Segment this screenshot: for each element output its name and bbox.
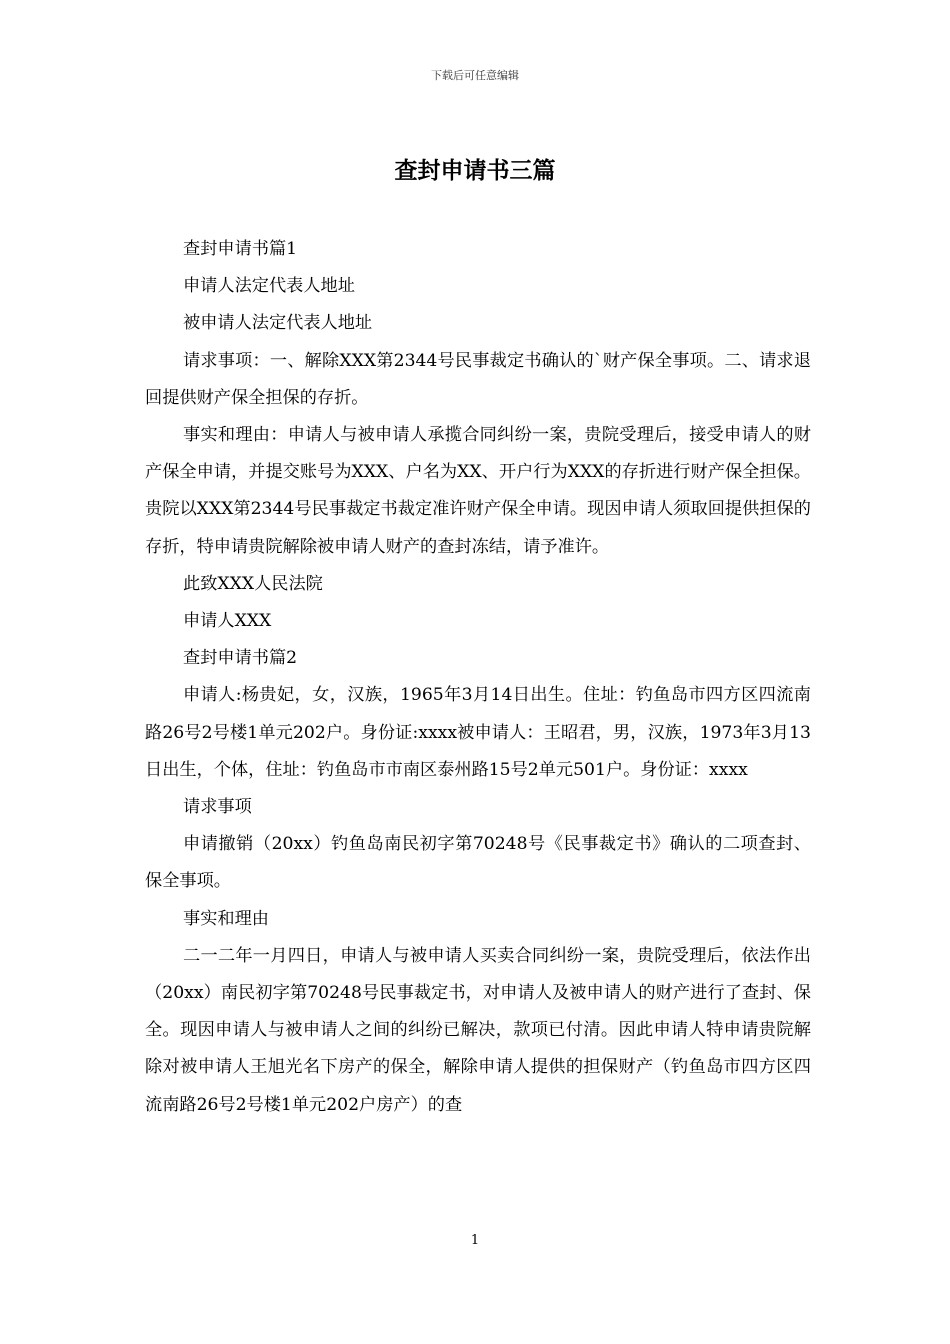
paragraph: 申请人XXX (183, 611, 272, 632)
paragraph: 被申请人法定代表人地址 (183, 313, 373, 334)
paragraph: 二一二年一月四日，申请人与被申请人买卖合同纠纷一案，贵院受理后，依法作出（20xx）南民初字第70248号民事裁定书，对申请人及被申请人的财产进行了查封、保全。现因申请人与被申请人之间的纠纷已解决，款项已付清。因此申请人特申请贵院解除对被申请人王旭光名下房产的保全，解除申请人提供的担保财产（钓鱼岛市四方区四流南路26号2号楼1单元202户房产）的查 (145, 945, 811, 1115)
paragraph: 查封申请书篇1 (183, 239, 298, 259)
paragraph: 申请人:杨贵妃，女，汉族，1965年3月14日出生。住址：钓鱼岛市四方区四流南路26号2号楼1单元202户。身份证:xxxx被申请人：王昭君，男，汉族，1973年3月13日出生，个体，住址：钓鱼岛市市南区泰州路15号2单元501户。身份证：xxxx (145, 685, 811, 780)
paragraph: 此致XXX人民法院 (183, 573, 323, 594)
paragraph: 事实和理由：申请人与被申请人承揽合同纠纷一案，贵院受理后，接受申请人的财产保全申请，并提交账号为XXX、户名为XX、开户行为XXX的存折进行财产保全担保。贵院以XXX第2344号民事裁定书裁定准许财产保全申请。现因申请人须取回提供担保的存折，特申请贵院解除被申请人财产的查封冻结，请予准许。 (145, 425, 811, 557)
page-number: 1 (470, 1233, 480, 1248)
paragraph: 申请人法定代表人地址 (183, 276, 355, 297)
page-header: 下载后可任意编辑 (431, 69, 519, 82)
paragraph: 申请撤销（20xx）钓鱼岛南民初字第70248号《民事裁定书》确认的二项查封、保全事项。 (145, 834, 811, 892)
paragraph: 请求事项 (183, 797, 252, 818)
document-body (145, 231, 811, 1124)
paragraph: 查封申请书篇2 (183, 648, 298, 669)
paragraph: 事实和理由 (183, 908, 269, 929)
document-title: 查封申请书三篇 (394, 158, 556, 184)
paragraph: 请求事项：一、解除XXX第2344号民事裁定书确认的`财产保全事项。二、请求退回提供财产保全担保的存折。 (145, 350, 811, 408)
